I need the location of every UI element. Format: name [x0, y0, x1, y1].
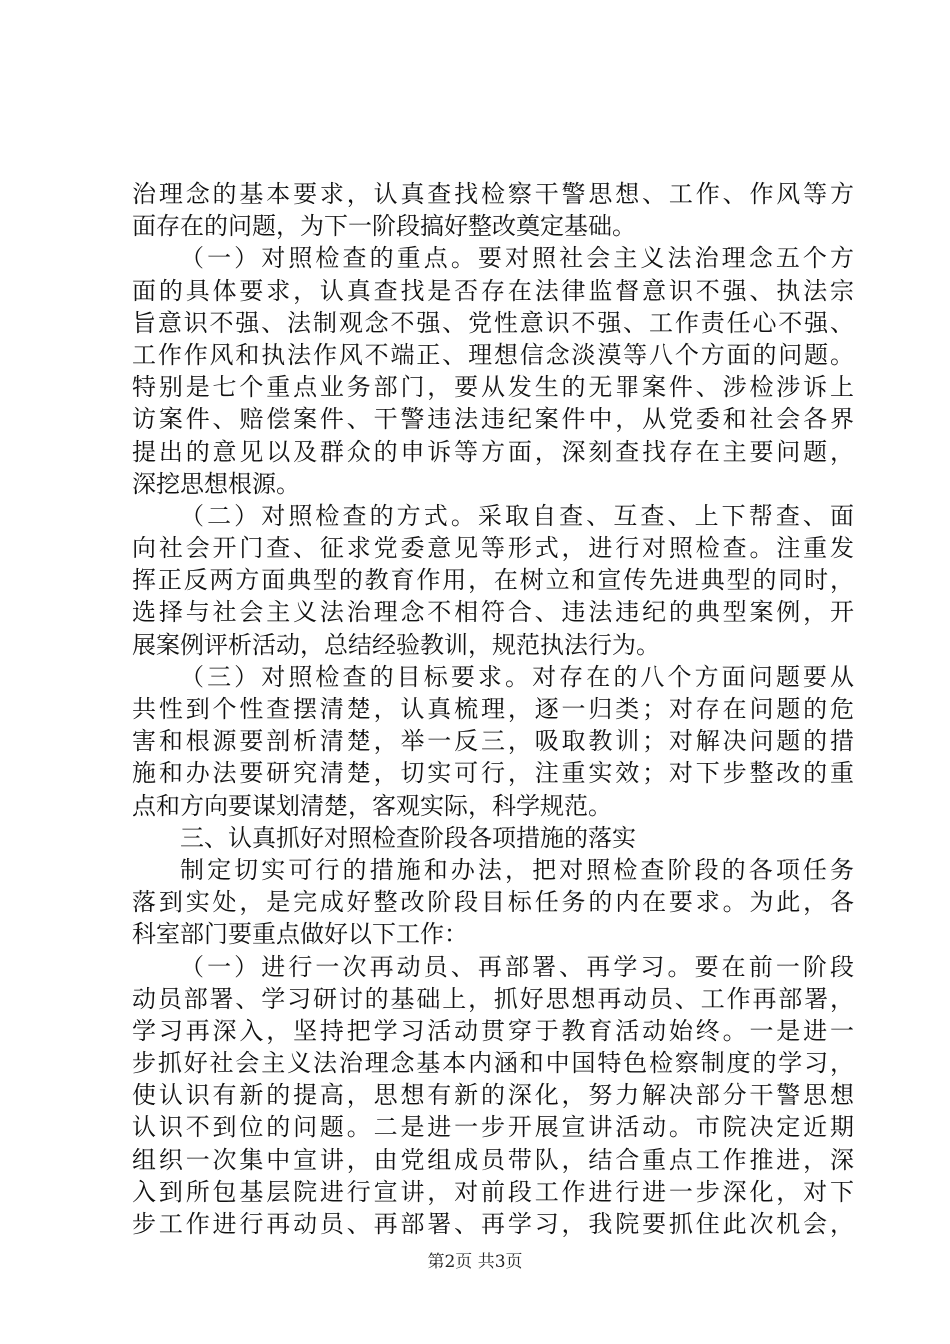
text-line: （三）对照检查的目标要求。对存在的八个方面问题要从: [180, 662, 854, 691]
text-line: 使认识有新的提高，思想有新的深化，努力解决部分干警思想: [132, 1081, 854, 1110]
text-line: 点和方向要谋划清楚，客观实际，科学规范。: [132, 791, 612, 820]
text-line: 向社会开门查、征求党委意见等形式，进行对照检查。注重发: [132, 534, 854, 563]
body-text: [132, 178, 854, 1240]
text-line: 组织一次集中宣讲，由党组成员带队，结合重点工作推进，深: [132, 1145, 854, 1174]
text-line: （二）对照检查的方式。采取自查、互查、上下帮查、面: [180, 501, 854, 530]
text-line: 学习再深入，坚持把学习活动贯穿于教育活动始终。一是进一: [132, 1016, 854, 1045]
text-line: 深挖思想根源。: [132, 469, 300, 498]
text-line: 动员部署、学习研讨的基础上，抓好思想再动员、工作再部署，: [132, 984, 854, 1013]
text-line: 三、认真抓好对照检查阶段各项措施的落实: [180, 823, 636, 852]
text-line: 入到所包基层院进行宣讲，对前段工作进行进一步深化，对下: [132, 1177, 854, 1206]
page-footer: 第2页 共3页: [427, 1252, 523, 1272]
text-line: 施和办法要研究清楚，切实可行，注重实效；对下步整改的重: [132, 759, 854, 788]
text-line: 步工作进行再动员、再部署、再学习，我院要抓住此次机会，: [132, 1210, 854, 1238]
text-line: 展案例评析活动，总结经验教训，规范执法行为。: [132, 630, 660, 659]
text-line: （一）对照检查的重点。要对照社会主义法治理念五个方: [180, 244, 854, 273]
text-line: 制定切实可行的措施和办法，把对照检查阶段的各项任务: [180, 855, 854, 884]
text-line: 面存在的问题，为下一阶段搞好整改奠定基础。: [132, 212, 636, 241]
text-line: 面的具体要求，认真查找是否存在法律监督意识不强、执法宗: [132, 276, 854, 305]
text-line: 共性到个性查摆清楚，认真梳理，逐一归类；对存在问题的危: [132, 695, 854, 723]
text-line: 步抓好社会主义法治理念基本内涵和中国特色检察制度的学习，: [132, 1049, 854, 1078]
text-line: 害和根源要剖析清楚，举一反三，吸取教训；对解决问题的措: [132, 727, 854, 756]
text-line: 访案件、赔偿案件、干警违法违纪案件中，从党委和社会各界: [132, 405, 854, 434]
text-line: 提出的意见以及群众的申诉等方面，深刻查找存在主要问题，: [132, 437, 854, 466]
text-line: 科室部门要重点做好以下工作：: [132, 920, 468, 949]
text-line: 挥正反两方面典型的教育作用，在树立和宣传先进典型的同时，: [132, 566, 854, 595]
text-line: 特别是七个重点业务部门，要从发生的无罪案件、涉检涉诉上: [132, 373, 854, 402]
text-line: 旨意识不强、法制观念不强、党性意识不强、工作责任心不强、: [132, 308, 854, 337]
text-line: 认识不到位的问题。二是进一步开展宣讲活动。市院决定近期: [132, 1113, 854, 1142]
text-line: 落到实处，是完成好整改阶段目标任务的内在要求。为此，各: [132, 888, 854, 917]
text-line: 工作作风和执法作风不端正、理想信念淡漠等八个方面的问题。: [132, 340, 854, 369]
text-line: （一）进行一次再动员、再部署、再学习。要在前一阶段: [180, 952, 854, 981]
text-line: 治理念的基本要求，认真查找检察干警思想、工作、作风等方: [132, 180, 854, 208]
text-line: 选择与社会主义法治理念不相符合、违法违纪的典型案例，开: [132, 598, 854, 627]
